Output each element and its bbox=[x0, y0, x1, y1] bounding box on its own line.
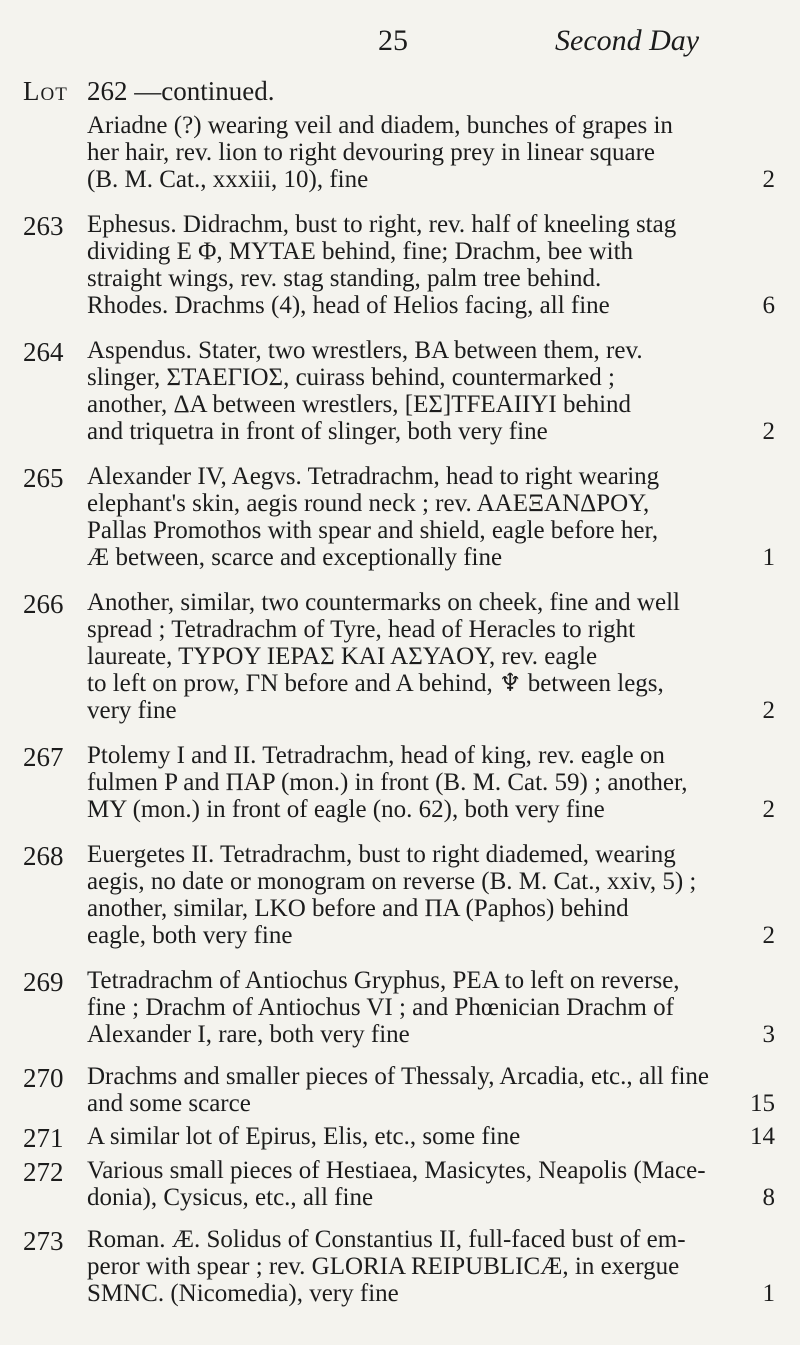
lot-line bbox=[87, 769, 775, 796]
lot-line-text: eagle, both very fine bbox=[87, 922, 293, 949]
lot-description bbox=[87, 112, 775, 193]
lot-line bbox=[87, 517, 775, 544]
lot-line bbox=[87, 895, 775, 922]
lot-line-text: her hair, rev. lion to right devouring prey in linear square bbox=[87, 139, 656, 166]
lot-number: 270 bbox=[23, 1063, 64, 1093]
lot-description bbox=[87, 1123, 775, 1150]
lot-description bbox=[87, 337, 775, 445]
lot-line-text: aegis, no date or monogram on reverse (B. M. Cat., xxiv, 5) ; bbox=[87, 868, 697, 895]
lot-line bbox=[87, 1123, 775, 1150]
lot-line bbox=[87, 1184, 775, 1211]
lot-estimate: 2 bbox=[762, 418, 775, 445]
lot-line bbox=[87, 994, 775, 1021]
lot-line-text: and triquetra in front of slinger, both very fine bbox=[87, 418, 548, 445]
lot-line bbox=[87, 796, 775, 823]
lot-description bbox=[87, 589, 775, 724]
lot-line-text: Æ between, scarce and exceptionally fine bbox=[87, 544, 503, 571]
lot-line-text: very fine bbox=[87, 697, 177, 724]
lot-line-text: to left on prow, ΓN before and A behind, ♆ between legs, bbox=[87, 670, 664, 697]
lot-line bbox=[87, 697, 775, 724]
lot-line-text: Rhodes. Drachms (4), head of Helios facing, all fine bbox=[87, 292, 610, 319]
lot-description bbox=[87, 463, 775, 571]
lot-number: 264 bbox=[23, 337, 64, 367]
lot-line-text: Pallas Promothos with spear and shield, eagle before her, bbox=[87, 517, 659, 544]
lot-line bbox=[87, 544, 775, 571]
lot-line-text: (B. M. Cat., xxxiii, 10), fine bbox=[87, 166, 369, 193]
lot-line bbox=[87, 1063, 775, 1090]
lot-line bbox=[87, 238, 775, 265]
lot-line bbox=[87, 265, 775, 292]
lot-description bbox=[87, 742, 775, 823]
lot-line-text: laureate, TYPOY IEPAΣ KAI AΣYAOY, rev. eagle bbox=[87, 643, 598, 670]
lot-line-text: Various small pieces of Hestiaea, Masicytes, Neapolis (Mace- bbox=[87, 1157, 706, 1184]
lot-line bbox=[87, 292, 775, 319]
lot-line bbox=[87, 337, 775, 364]
lot-number: 266 bbox=[23, 589, 64, 619]
continued-heading: 262 —continued. bbox=[87, 76, 275, 106]
lot-line bbox=[87, 1226, 775, 1253]
lot-estimate: 6 bbox=[762, 292, 775, 319]
lot-line-text: fine ; Drachm of Antiochus VI ; and Phœnician Drachm of bbox=[87, 994, 674, 1021]
lot-line-text: Roman. Æ. Solidus of Constantius II, full-faced bust of em- bbox=[87, 1226, 686, 1253]
lot-line-text: A similar lot of Epirus, Elis, etc., some fine bbox=[87, 1123, 521, 1150]
lot-line-text: MY (mon.) in front of eagle (no. 62), both very fine bbox=[87, 796, 605, 823]
lot-line bbox=[87, 589, 775, 616]
lot-line bbox=[87, 1280, 775, 1307]
lot-line-text: Alexander IV, Aegvs. Tetradrachm, head to right wearing bbox=[87, 463, 660, 490]
lot-line bbox=[87, 742, 775, 769]
lot-number: 268 bbox=[23, 841, 64, 871]
lot-number: 269 bbox=[23, 967, 64, 997]
lot-line bbox=[87, 967, 775, 994]
lot-line-text: spread ; Tetradrachm of Tyre, head of Heracles to right bbox=[87, 616, 636, 643]
lot-line bbox=[87, 139, 775, 166]
lot-number: 265 bbox=[23, 463, 64, 493]
lot-line bbox=[87, 1253, 775, 1280]
lot-estimate: 2 bbox=[762, 697, 775, 724]
lot-number: 273 bbox=[23, 1226, 64, 1256]
lot-line bbox=[87, 211, 775, 238]
lot-estimate: 2 bbox=[762, 166, 775, 193]
lot-line-text: Aspendus. Stater, two wrestlers, BA between them, rev. bbox=[87, 337, 643, 364]
lot-line-text: fulmen P and ΠAP (mon.) in front (B. M. Cat. 59) ; another, bbox=[87, 769, 688, 796]
lot-description bbox=[87, 967, 775, 1048]
lot-line-text: Euergetes II. Tetradrachm, bust to right diademed, wearing bbox=[87, 841, 676, 868]
lot-line-text: Drachms and smaller pieces of Thessaly, Arcadia, etc., all fine bbox=[87, 1063, 709, 1090]
lot-line-text: Ephesus. Didrachm, bust to right, rev. half of kneeling stag bbox=[87, 211, 677, 238]
lot-line bbox=[87, 643, 775, 670]
lot-line bbox=[87, 490, 775, 517]
lot-line bbox=[87, 670, 775, 697]
lot-line bbox=[87, 868, 775, 895]
lot-line bbox=[87, 922, 775, 949]
lot-line-text: peror with spear ; rev. GLORIA REIPUBLICÆ, in exergue bbox=[87, 1253, 680, 1280]
lot-estimate: 1 bbox=[762, 1280, 775, 1307]
lot-line bbox=[87, 364, 775, 391]
lot-number: 263 bbox=[23, 211, 64, 241]
lot-description bbox=[87, 1157, 775, 1211]
running-title: Second Day bbox=[555, 24, 700, 57]
lot-number: 271 bbox=[23, 1123, 64, 1153]
lot-estimate: 1 bbox=[762, 544, 775, 571]
lot-line bbox=[87, 1090, 775, 1117]
page-number: 25 bbox=[378, 24, 408, 57]
lot-description bbox=[87, 1063, 775, 1117]
lot-description bbox=[87, 841, 775, 949]
lot-description bbox=[87, 211, 775, 319]
lot-line-text: straight wings, rev. stag standing, palm tree behind. bbox=[87, 265, 602, 292]
lot-line-text: Ptolemy I and II. Tetradrachm, head of king, rev. eagle on bbox=[87, 742, 665, 769]
lot-line-text: slinger, ΣTAEΓIOΣ, cuirass behind, countermarked ; bbox=[87, 364, 615, 391]
lot-line-text: dividing E Φ, MYTAE behind, fine; Drachm, bee with bbox=[87, 238, 634, 265]
lot-line-text: another, similar, LKO before and ΠA (Paphos) behind bbox=[87, 895, 629, 922]
page-header bbox=[0, 24, 800, 64]
lot-line-text: elephant's skin, aegis round neck ; rev. AAEΞANΔPOY, bbox=[87, 490, 650, 517]
lot-line bbox=[87, 1021, 775, 1048]
lot-estimate: 3 bbox=[762, 1021, 775, 1048]
lot-number: 272 bbox=[23, 1157, 64, 1187]
lot-line-text: SMNC. (Nicomedia), very fine bbox=[87, 1280, 399, 1307]
lot-line-text: Ariadne (?) wearing veil and diadem, bunches of grapes in bbox=[87, 112, 673, 139]
lot-line-text: Another, similar, two countermarks on cheek, fine and well bbox=[87, 589, 680, 616]
lot-estimate: 14 bbox=[750, 1123, 775, 1150]
lot-description bbox=[87, 1226, 775, 1307]
lot-line bbox=[87, 166, 775, 193]
lot-line-text: Alexander I, rare, both very fine bbox=[87, 1021, 410, 1048]
lot-line bbox=[87, 463, 775, 490]
lot-column-label: Lot bbox=[23, 76, 68, 106]
lot-estimate: 15 bbox=[750, 1090, 775, 1117]
lot-line-text: another, ΔA between wrestlers, [EΣ]TFEAIIYI behind bbox=[87, 391, 632, 418]
lot-estimate: 2 bbox=[762, 922, 775, 949]
lot-line-text: Tetradrachm of Antiochus Gryphus, PEA to left on reverse, bbox=[87, 967, 680, 994]
lot-estimate: 2 bbox=[762, 796, 775, 823]
lot-line bbox=[87, 1157, 775, 1184]
lot-line bbox=[87, 841, 775, 868]
lot-line bbox=[87, 112, 775, 139]
lot-line bbox=[87, 418, 775, 445]
lot-line bbox=[87, 616, 775, 643]
lot-line-text: donia), Cysicus, etc., all fine bbox=[87, 1184, 374, 1211]
lot-number: 267 bbox=[23, 742, 64, 772]
lot-line-text: and some scarce bbox=[87, 1090, 251, 1117]
lot-line bbox=[87, 391, 775, 418]
lot-estimate: 8 bbox=[762, 1184, 775, 1211]
